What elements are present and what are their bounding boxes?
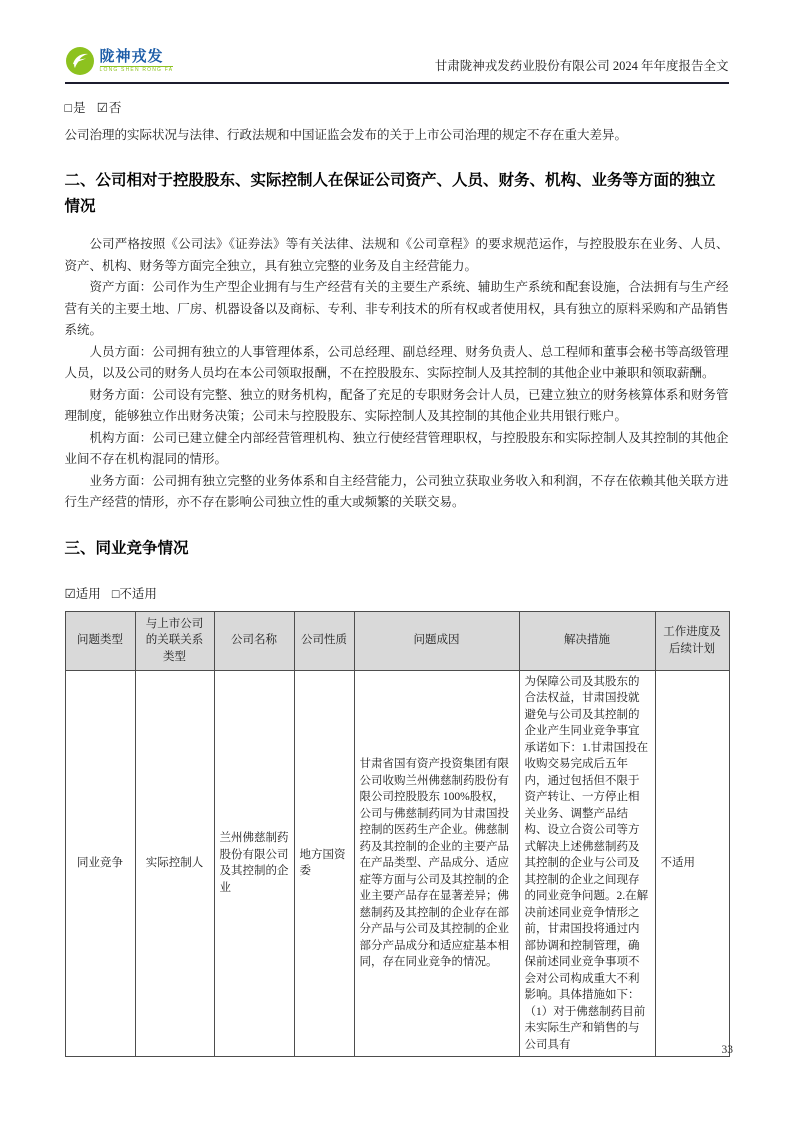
governance-options xyxy=(65,98,729,116)
paragraph: 机构方面：公司已建立健全内部经营管理机构、独立行使经营管理职权，与控股股东和实际控制人及其控制的其他企业间不存在机构混同的情形。 xyxy=(64,430,729,466)
option-applicable xyxy=(65,587,101,601)
page-header xyxy=(65,46,729,84)
option-not-applicable xyxy=(112,587,157,601)
cell-solution: 为保障公司及其股东的合法权益，甘肃国投就避免与公司及其控制的企业产生同业竞争事宜承诺如下：1.甘肃国投在收购交易完成后五年内，通过包括但不限于资产转让、一方停止相关业务、调整产品结构、设立合资公司等方式解决上述佛慈制药及其控制的企业与公司及其控制的企业之间现存的同业竞争问题。2.在解决前述同业竞争情形之前，甘肃国投将通过内部协调和控制管理，确保前述同业竞争事项不会对公司构成重大不利影响。具体措施如下：（1）对于佛慈制药目前未实际生产和销售的与公司具有 xyxy=(519,670,655,1057)
col-header-cause: 问题成因 xyxy=(354,611,519,670)
paragraph: 资产方面：公司作为生产型企业拥有与生产经营有关的主要生产系统、辅助生产系统和配套设施，合法拥有与生产经营有关的主要土地、厂房、机器设备以及商标、专利、非专利技术的所有权或者使用权，具有独立的原料采购和产品销售系统。 xyxy=(64,280,729,337)
report-title: 甘肃陇神戎发药业股份有限公司 2024 年年度报告全文 xyxy=(434,59,729,73)
checkbox-checked-icon: ☑ xyxy=(64,586,76,601)
company-logo-subtext: LONG SHEN RONG FA xyxy=(99,67,174,73)
option-not-applicable-label: 不适用 xyxy=(119,586,157,601)
paragraph: 人员方面：公司拥有独立的人事管理体系，公司总经理、副总经理、财务负责人、总工程师和董事会秘书等高级管理人员，以及公司的财务人员均在本公司领取报酬，不在控股股东、实际控制人及其控制的其他企业中兼职和领取薪酬。 xyxy=(64,344,729,380)
page-number: 33 xyxy=(721,1044,733,1056)
paragraph: 财务方面：公司设有完整、独立的财务机构，配备了充足的专职财务会计人员，已建立独立的财务核算体系和财务管理制度，能够独立作出财务决策；公司未与控股股东、实际控制人及其控制的其他企业共用银行账户。 xyxy=(64,387,729,423)
company-logo xyxy=(65,46,174,76)
option-yes xyxy=(65,101,86,115)
competition-table xyxy=(65,611,730,1058)
col-header-solution: 解决措施 xyxy=(519,611,655,670)
cell-progress: 不适用 xyxy=(655,670,729,1057)
company-logo-icon xyxy=(65,46,95,76)
table-row xyxy=(65,670,729,1057)
report-page xyxy=(65,0,729,1057)
section2-title: 二、公司相对于控股股东、实际控制人在保证公司资产、人员、财务、机构、业务等方面的独立情况 xyxy=(64,172,716,215)
checkbox-unchecked-icon: □ xyxy=(64,101,73,115)
col-header-relation-type: 与上市公司的关联关系类型 xyxy=(135,611,214,670)
col-header-progress: 工作进度及后续计划 xyxy=(655,611,729,670)
cell-problem-type: 同业竞争 xyxy=(65,670,135,1057)
col-header-company-name: 公司名称 xyxy=(214,611,294,670)
checkbox-checked-icon: ☑ xyxy=(96,101,108,115)
governance-statement: 公司治理的实际状况与法律、行政法规和中国证监会发布的关于上市公司治理的规定不存在重大差异。 xyxy=(64,128,628,142)
applicability-options xyxy=(65,584,729,602)
table-header-row xyxy=(65,611,729,670)
company-logo-text: 陇神戎发 xyxy=(99,48,164,65)
option-no xyxy=(97,101,122,115)
col-header-company-nature: 公司性质 xyxy=(294,611,354,670)
section3-title: 三、同业竞争情况 xyxy=(64,539,189,557)
cell-company-nature: 地方国资委 xyxy=(294,670,354,1057)
option-yes-label: 是 xyxy=(73,101,86,115)
col-header-problem-type: 问题类型 xyxy=(65,611,135,670)
checkbox-unchecked-icon: □ xyxy=(111,586,120,601)
cell-relation-type: 实际控制人 xyxy=(135,670,214,1057)
option-applicable-label: 适用 xyxy=(75,586,101,601)
option-no-label: 否 xyxy=(108,101,122,115)
cell-cause: 甘肃省国有资产投资集团有限公司收购兰州佛慈制药股份有限公司控股股东 100%股权，公司与佛慈制药同为甘肃国投控制的医药生产企业。佛慈制药及其控制的企业的主要产品在产品类型、产品成分、适应症等方面与公司及其控制的企业主要产品存在显著差异；佛慈制药及其控制的企业存在部分产品与公司及其控制的企业部分产品成分和适应症基本相同，存在同业竞争的情况。 xyxy=(354,670,519,1057)
cell-company-name: 兰州佛慈制药股份有限公司及其控制的企业 xyxy=(214,670,294,1057)
paragraph: 公司严格按照《公司法》《证券法》等有关法律、法规和《公司章程》的要求规范运作，与控股股东在业务、人员、资产、机构、财务等方面完全独立，具有独立完整的业务及自主经营能力。 xyxy=(64,237,729,273)
paragraph: 业务方面：公司拥有独立完整的业务体系和自主经营能力，公司独立获取业务收入和利润，不存在依赖其他关联方进行生产经营的情形，亦不存在影响公司独立性的重大或频繁的关联交易。 xyxy=(64,473,729,509)
section2-body xyxy=(65,234,729,514)
